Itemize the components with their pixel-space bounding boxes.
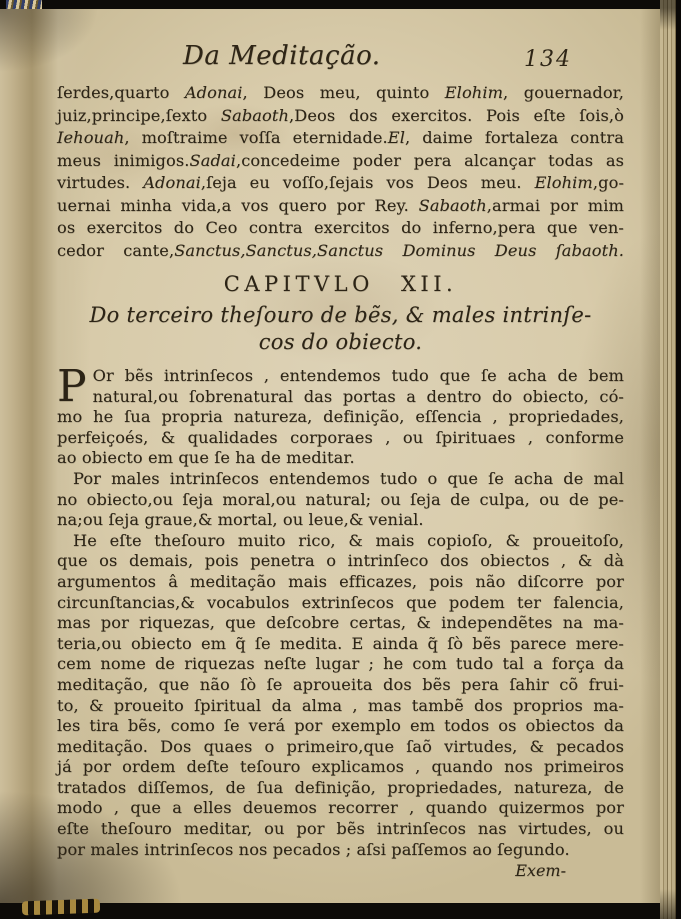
italic-text-segment: Elohim — [534, 173, 593, 192]
text-line — [57, 737, 624, 758]
text-line — [57, 716, 624, 737]
text-line — [57, 82, 624, 105]
text-line — [57, 613, 624, 634]
text-segment: to, & proueito ſpiritual da alma , mas tambẽ dos proprios ma- — [57, 695, 624, 715]
italic-text-segment: Adonai — [143, 173, 201, 192]
text-segment: ,armai por mim — [486, 195, 624, 215]
text-segment: que os demais, pois penetra o intrinſeco dos obiectos , & dà — [57, 551, 624, 571]
text-segment: no obiecto,ou ſeja moral,ou natural; ou ſeja de culpa, ou de pe- — [57, 489, 624, 509]
text-segment: juiz,principe,ſexto — [57, 105, 221, 125]
text-segment: mo he ſua propria natureza, definição, eſſencia , propriedades, — [57, 407, 624, 427]
text-segment: les tira bẽs, como ſe verá por exemplo em todos os obiectos da — [57, 716, 624, 736]
text-line — [57, 172, 624, 195]
text-line — [57, 217, 624, 240]
text-line — [57, 798, 624, 819]
text-segment: , gouernador, — [503, 83, 624, 102]
text-line — [57, 195, 624, 218]
text-line — [57, 778, 624, 799]
text-segment: mas por riquezas, que deſcobre certas, & independẽtes na ma- — [57, 613, 624, 633]
italic-text-segment: Elohim — [444, 83, 504, 102]
italic-text-segment: Sadai — [189, 150, 236, 170]
text-segment: na;ou ſeja graue,& mortal, ou leue,& venial. — [57, 510, 424, 530]
text-line — [57, 819, 624, 840]
text-segment: , Deos meu, quinto — [242, 83, 445, 102]
text-line — [57, 150, 624, 173]
text-line — [57, 696, 624, 717]
italic-text-segment: Adonai — [184, 83, 243, 102]
running-title: Da Meditação. — [183, 41, 381, 71]
text-line — [57, 448, 624, 469]
text-segment: meditação, que não ſò ſe aproueita dos bẽs pera ſahir cõ frui- — [57, 674, 624, 694]
text-segment: teria,ou obiecto em q̃ ſe medita. E ainda q̃ ſò bẽs parece mere- — [57, 633, 624, 653]
text-segment: meus inimigos. — [57, 150, 190, 170]
drop-cap-initial: P — [57, 361, 87, 412]
text-line — [57, 840, 624, 861]
text-line — [57, 240, 624, 263]
text-segment: Or bẽs intrinſecos , entendemos tudo que ſe acha de bem — [92, 366, 624, 385]
text-segment: , moſtraime voſſa eternidade. — [124, 128, 388, 147]
text-segment: eſte theſouro meditar, ou por bẽs intrinſecos nas virtudes, ou — [57, 819, 624, 839]
por-males-paragraph — [57, 469, 624, 531]
chapter-subtitle-line: Do terceiro theſouro de bẽs, & males intrinſe- — [89, 303, 592, 327]
text-segment: circunſtancias,& vocabulos extrinſecos que podem ter falencia, — [57, 592, 624, 612]
chapter-heading: CAPITVLO XII. — [223, 272, 458, 296]
text-segment: ſerdes,quarto — [57, 83, 185, 102]
book-page-edges — [660, 0, 676, 919]
text-segment: He eſte theſouro muito rico, & mais copioſo, & proueitoſo, — [73, 530, 624, 550]
he-este-paragraph — [57, 531, 624, 861]
text-segment: argumentos â meditação mais efficazes, pois não diſcorre por — [57, 571, 624, 591]
text-segment: já por ordem deſte teſouro explicamos , quando nos primeiros — [57, 757, 624, 777]
italic-text-segment: El — [387, 128, 405, 147]
text-line — [57, 675, 624, 696]
text-segment: Por males intrinſecos entendemos tudo o que ſe acha de mal — [73, 468, 624, 488]
text-line — [57, 531, 624, 552]
text-line — [57, 428, 624, 449]
text-segment: ,go- — [592, 173, 625, 192]
por-bes-paragraph — [57, 361, 624, 469]
book-page — [0, 9, 660, 903]
text-segment: por males intrinſecos nos pecados ; aſsi paſſemos ao ſegundo. — [57, 839, 570, 859]
text-segment: ,Deos dos exercitos. Pois eſte ſois,ò — [289, 105, 624, 125]
text-segment: cem nome de riquezas neſte lugar ; he com tudo tal a força da — [57, 654, 624, 674]
page-number: 134 — [524, 47, 572, 72]
chapter-subtitle-line: cos do obiecto. — [258, 330, 423, 354]
text-flow — [57, 82, 624, 881]
text-line — [57, 407, 624, 428]
text-segment: uernai minha vida,a vos quero por Rey. — [57, 195, 419, 215]
text-line — [57, 387, 624, 408]
text-segment: modo , que a elles deuemos recorrer , quando quizermos por — [57, 798, 624, 818]
text-line — [57, 105, 624, 128]
text-segment: natural,ou ſobrenatural das portas a dentro do obiecto, có- — [92, 386, 624, 406]
text-line — [57, 510, 624, 531]
text-line — [57, 469, 624, 490]
text-segment: ,concedeime poder pera alcançar todas as — [235, 150, 624, 170]
text-segment: ao obiecto em que ſe ha de meditar. — [57, 448, 355, 468]
scan-border-right — [676, 0, 681, 919]
text-line — [57, 572, 624, 593]
catchword: Exem- — [515, 861, 566, 881]
prayer-paragraph — [57, 82, 624, 262]
text-segment: os exercitos do Ceo contra exercitos do inferno,pera que ven- — [57, 218, 624, 237]
text-segment: tratados diſſemos, de ſua definição, propriedades, natureza, de — [57, 777, 624, 797]
text-segment: meditação. Dos quaes o primeiro,que ſaõ virtudes, & pecados — [57, 736, 624, 756]
headband-bottom — [22, 899, 100, 916]
text-line — [57, 366, 624, 387]
chapter-subtitle — [57, 302, 624, 356]
text-segment: cedor cante, — [57, 240, 175, 260]
text-line — [57, 551, 624, 572]
text-line — [57, 654, 624, 675]
text-segment: , daime fortaleza contra — [404, 128, 624, 147]
italic-text-segment: Sabaoth — [220, 105, 290, 125]
italic-text-segment: Sabaoth — [418, 195, 487, 215]
text-line — [57, 634, 624, 655]
text-line — [57, 490, 624, 511]
text-segment: virtudes. — [57, 173, 144, 192]
italic-text-segment: Sanctus,Sanctus,Sanctus Dominus Deus ſabaoth. — [174, 240, 624, 260]
italic-text-segment: Iehouah — [57, 128, 125, 147]
text-segment: perfeiçoés, & qualidades corporaes , ou ſpirituaes , conforme — [57, 427, 624, 447]
text-line — [57, 127, 624, 150]
text-segment: ,ſeja eu voſſo,ſejais vos Deos meu. — [200, 173, 535, 192]
text-line — [57, 593, 624, 614]
text-line — [57, 757, 624, 778]
